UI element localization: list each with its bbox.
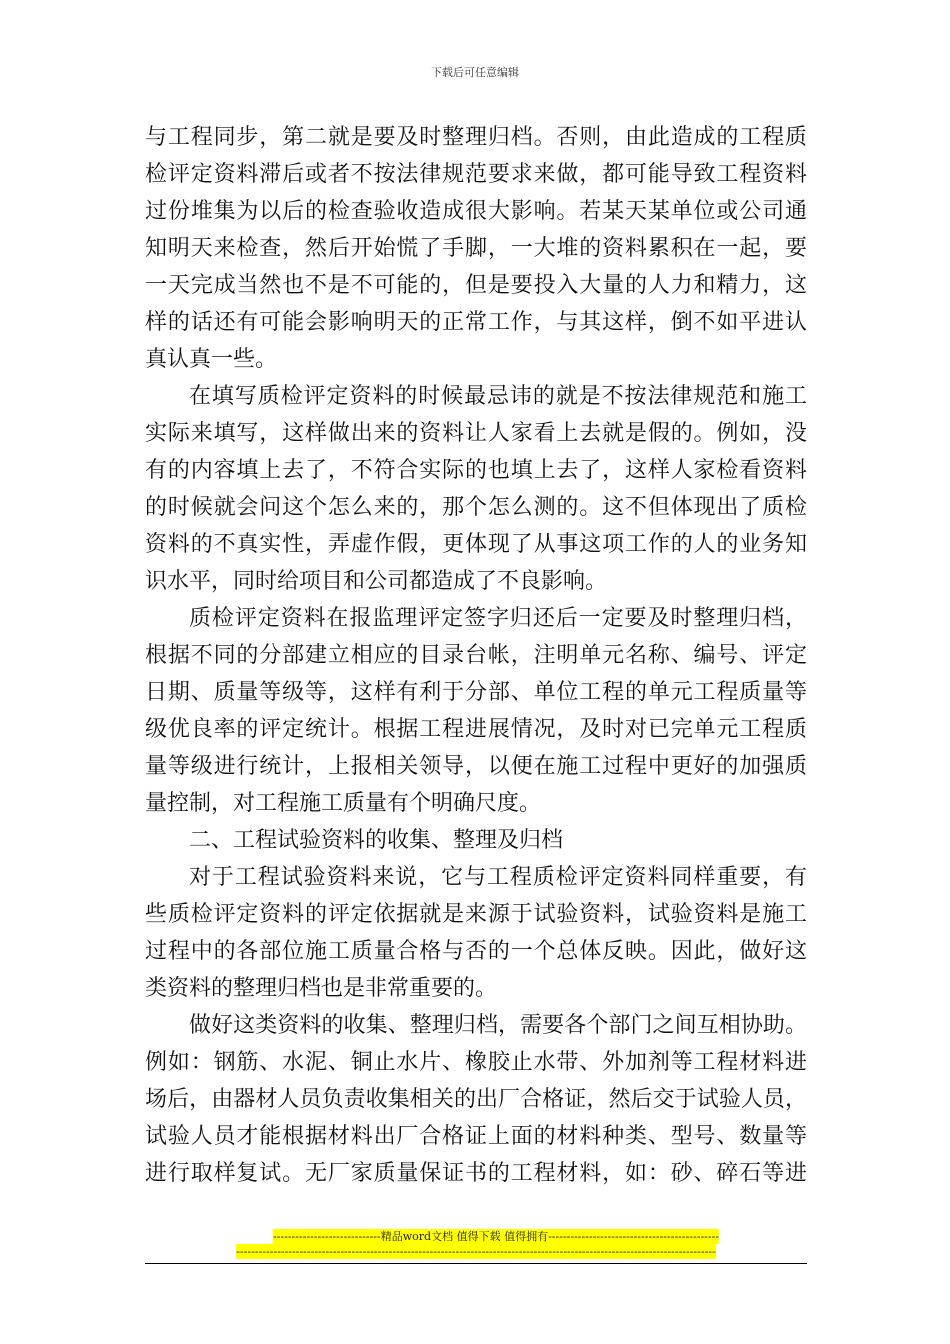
text-line: 一天完成当然也不是不可能的，但是要投入大量的人力和精力，这 xyxy=(145,273,807,298)
text-line: 的时候就会问这个怎么来的，那个怎么测的。这不但体现出了质检 xyxy=(145,495,807,520)
text-line: 场后，由器材人员负责收集相关的出厂合格证，然后交于试验人员， xyxy=(145,1087,807,1112)
paragraph xyxy=(145,859,807,1007)
text-line: 过份堆集为以后的检查验收造成很大影响。若某天某单位或公司通 xyxy=(145,199,807,224)
text-line: 类资料的整理归档也是非常重要的。 xyxy=(145,976,498,1001)
page-header: 下载后可任意编辑 xyxy=(431,66,519,79)
text-line: 识水平，同时给项目和公司都造成了不良影响。 xyxy=(145,569,608,594)
text-line: 与工程同步，第二就是要及时整理归档。否则，由此造成的工程质 xyxy=(145,125,807,150)
text-line: 例如：钢筋、水泥、铜止水片、橡胶止水带、外加剂等工程材料进 xyxy=(145,1050,807,1075)
paragraph xyxy=(145,1007,807,1192)
text-line: 日期、质量等级等，这样有利于分部、单位工程的单元工程质量等 xyxy=(145,680,807,705)
footer-divider xyxy=(145,1263,807,1264)
text-line: 试验人员才能根据材料出厂合格证上面的材料种类、型号、数量等 xyxy=(145,1124,807,1149)
text-line: 量控制，对工程施工质量有个明确尺度。 xyxy=(145,791,542,816)
text-line: 量等级进行统计，上报相关领导，以便在施工过程中更好的加强质 xyxy=(145,754,807,779)
text-line: 进行取样复试。无厂家质量保证书的工程材料，如：砂、碎石等进 xyxy=(145,1161,807,1186)
document-body xyxy=(145,119,807,1192)
footer-banner-line: -----------------------------精品word文档 值得下载 值得拥有---------------------------------------------- xyxy=(272,1230,720,1243)
paragraph xyxy=(145,600,807,822)
text-line: 做好这类资料的收集、整理归档，需要各个部门之间互相协助。 xyxy=(189,1013,807,1038)
text-line: 过程中的各部位施工质量合格与否的一个总体反映。因此，做好这 xyxy=(145,939,807,964)
paragraph xyxy=(145,378,807,600)
text-line: 真认真一些。 xyxy=(145,347,278,372)
text-line: 二、工程试验资料的收集、整理及归档 xyxy=(189,828,564,853)
text-line: 检评定资料滞后或者不按法律规范要求来做，都可能导致工程资料 xyxy=(145,162,807,187)
paragraph xyxy=(145,119,807,378)
footer-banner xyxy=(145,1229,807,1259)
text-line: 资料的不真实性，弄虚作假，更体现了从事这项工作的人的业务知 xyxy=(145,532,807,557)
text-line: 根据不同的分部建立相应的目录台帐，注明单元名称、编号、评定 xyxy=(145,643,807,668)
text-line: 对于工程试验资料来说，它与工程质检评定资料同样重要，有 xyxy=(189,865,807,890)
text-line: 级优良率的评定统计。根据工程进展情况，及时对已完单元工程质 xyxy=(145,717,807,742)
text-line: 些质检评定资料的评定依据就是来源于试验资料，试验资料是施工 xyxy=(145,902,807,927)
text-line: 质检评定资料在报监理评定签字归还后一定要及时整理归档， xyxy=(189,606,807,631)
text-line: 在填写质检评定资料的时候最忌讳的就是不按法律规范和施工 xyxy=(189,384,807,409)
text-line: 实际来填写，这样做出来的资料让人家看上去就是假的。例如，没 xyxy=(145,421,807,446)
section-heading xyxy=(145,822,807,859)
text-line: 样的话还有可能会影响明天的正常工作，与其这样，倒不如平进认 xyxy=(145,310,807,335)
text-line: 有的内容填上去了，不符合实际的也填上去了，这样人家检看资料 xyxy=(145,458,807,483)
text-line: 知明天来检查，然后开始慌了手脚，一大堆的资料累积在一起，要 xyxy=(145,236,807,261)
footer-banner-line: --------------------------------------------------------------------------------------------------------------------------------- xyxy=(236,1245,716,1258)
